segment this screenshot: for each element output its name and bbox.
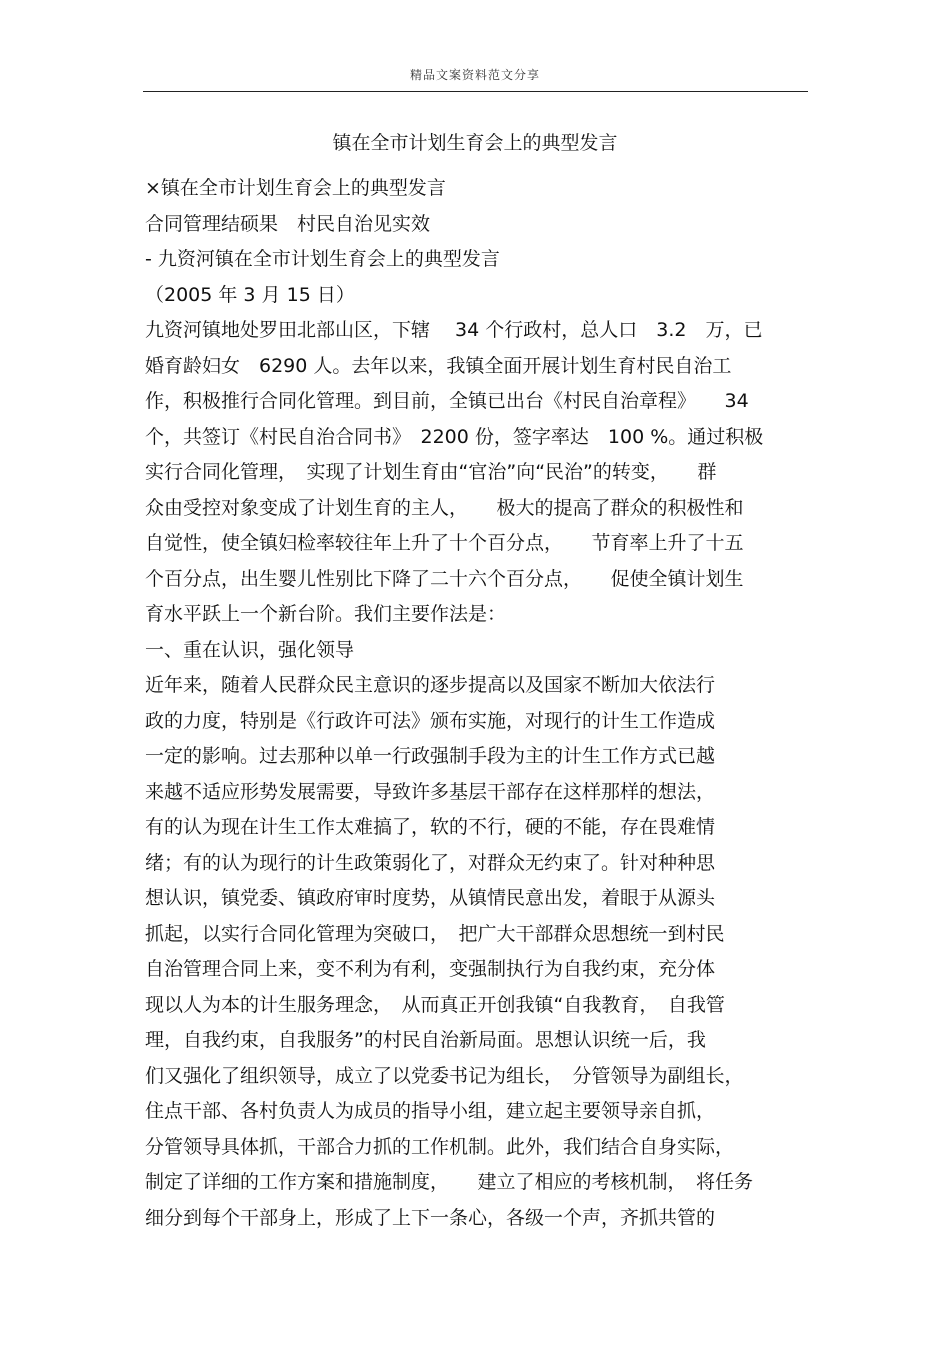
text-line: 自治管理合同上来，变不利为有利，变强制执行为自我约束，充分体 bbox=[145, 958, 716, 980]
text-line: 个百分点，出生婴儿性别比下降了二十六个百分点， 促使全镇计划生 bbox=[145, 567, 744, 590]
text-line: 现以人为本的计生服务理念， 从而真正开创我镇“自我教育， 自我管 bbox=[145, 993, 725, 1016]
document-body bbox=[145, 171, 815, 1236]
text-line: 九资河镇地处罗田北部山区，下辖 34 个行政村，总人口 3.2 万，已 bbox=[145, 319, 763, 341]
text-line: 实行合同化管理， 实现了计划生育由“官治”向“民治”的转变， 群 bbox=[145, 461, 717, 483]
text-line: 分管领导具体抓，干部合力抓的工作机制。此外，我们结合自身实际， bbox=[145, 1135, 735, 1158]
text-line: 制定了详细的工作方案和措施制度， 建立了相应的考核机制， 将任务 bbox=[145, 1171, 754, 1193]
text-line: 育水平跃上一个新台阶。我们主要作法是： bbox=[145, 603, 507, 625]
text-line: 住点干部、各村负责人为成员的指导小组，建立起主要领导亲自抓， bbox=[145, 1100, 716, 1122]
text-line: 绪；有的认为现行的计生政策弱化了，对群众无约束了。针对种种思 bbox=[145, 851, 716, 874]
text-line: 自觉性，使全镇妇检率较往年上升了十个百分点， 节育率上升了十五 bbox=[145, 532, 744, 554]
document-title: 镇在全市计划生育会上的典型发言 bbox=[332, 132, 618, 154]
text-line: 抓起，以实行合同化管理为突破口， 把广大干部群众思想统一到村民 bbox=[145, 922, 725, 945]
text-line: 众由受控对象变成了计划生育的主人， 极大的提高了群众的积极性和 bbox=[145, 496, 744, 519]
page-header: 精品文案资料范文分享 bbox=[409, 68, 540, 82]
text-line: 来越不适应形势发展需要，导致许多基层干部存在这样那样的想法， bbox=[145, 780, 716, 803]
header-divider bbox=[143, 91, 808, 92]
text-line: 婚育龄妇女 6290 人。去年以来，我镇全面开展计划生育村民自治工 bbox=[145, 354, 732, 377]
text-line: 近年来，随着人民群众民主意识的逐步提高以及国家不断加大依法行 bbox=[145, 674, 716, 696]
text-line: ×镇在全市计划生育会上的典型发言 bbox=[145, 177, 446, 199]
text-line: 们又强化了组织领导，成立了以党委书记为组长， 分管领导为副组长， bbox=[145, 1064, 744, 1087]
text-line: - 九资河镇在全市计划生育会上的典型发言 bbox=[145, 248, 500, 270]
text-line: 理，自我约束，自我服务”的村民自治新局面。思想认识统一后，我 bbox=[145, 1029, 706, 1051]
text-line: 细分到每个干部身上，形成了上下一条心，各级一个声，齐抓共管的 bbox=[145, 1206, 716, 1229]
text-line: 个，共签订《村民自治合同书》 2200 份，签字率达 100 %。通过积极 bbox=[145, 425, 764, 448]
text-line: （2005 年 3 月 15 日） bbox=[145, 283, 355, 306]
text-line: 合同管理结硕果 村民自治见实效 bbox=[145, 212, 431, 235]
text-line: 一定的影响。过去那种以单一行政强制手段为主的计生工作方式已越 bbox=[145, 745, 716, 767]
text-line: 想认识，镇党委、镇政府审时度势，从镇情民意出发，着眼于从源头 bbox=[145, 887, 716, 909]
section-heading: 一、重在认识，强化领导 bbox=[145, 638, 355, 661]
text-line: 政的力度，特别是《行政许可法》颁布实施，对现行的计生工作造成 bbox=[145, 709, 716, 732]
text-line: 有的认为现在计生工作太难搞了，软的不行，硬的不能，存在畏难情 bbox=[145, 816, 716, 838]
text-line: 作，积极推行合同化管理。到目前，全镇已出台《村民自治章程》 34 bbox=[145, 390, 749, 412]
